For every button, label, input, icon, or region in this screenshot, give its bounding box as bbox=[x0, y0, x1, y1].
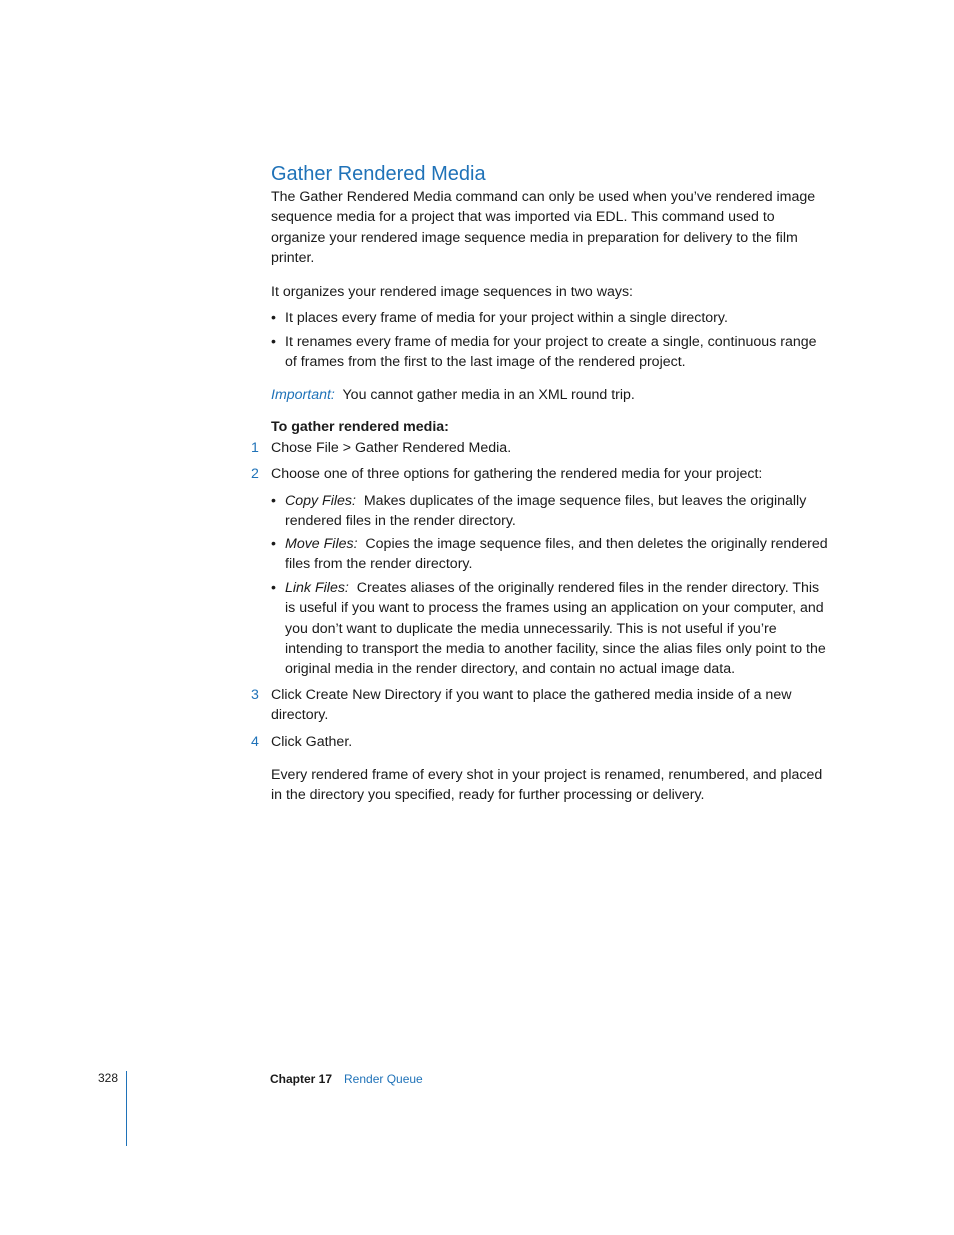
list-item-text: It places every frame of media for your project within a single directory. bbox=[285, 310, 728, 326]
option-item bbox=[271, 578, 831, 679]
section-heading: Gather Rendered Media bbox=[271, 163, 486, 185]
option-item bbox=[271, 534, 831, 575]
page-number: 328 bbox=[98, 1071, 119, 1085]
chapter-label: Chapter 17 bbox=[270, 1072, 333, 1086]
intro-paragraph: The Gather Rendered Media command can only be used when you’ve rendered image sequence media for a project that was imported via EDL. This command used to organize your rendered image sequence media in preparation for delivery to the film printer. bbox=[271, 189, 816, 266]
list-item bbox=[271, 332, 831, 373]
option-text: Makes duplicates of the image sequence files, but leaves the originally rendered files in the render directory. bbox=[285, 493, 807, 530]
important-label: Important: bbox=[271, 387, 335, 403]
step-number: 2 bbox=[251, 466, 259, 482]
step-number: 1 bbox=[251, 440, 259, 456]
step-text: Click Gather. bbox=[271, 734, 353, 750]
option-name: Copy Files: bbox=[285, 493, 356, 509]
bullet-marker: • bbox=[271, 310, 276, 326]
result-paragraph: Every rendered frame of every shot in your project is renamed, renumbered, and placed in the directory you specified, ready for further processing or delivery. bbox=[271, 767, 823, 804]
bullet-marker: • bbox=[271, 334, 276, 350]
chapter-title: Render Queue bbox=[344, 1072, 423, 1086]
list-item-text: It renames every frame of media for your project to create a single, continuous range of frames from the first to the last image of the rendered project. bbox=[285, 334, 817, 371]
step-number: 3 bbox=[251, 687, 259, 703]
procedure-title: To gather rendered media: bbox=[271, 419, 449, 435]
option-text: Creates aliases of the originally rendered files in the render directory. This is useful if you want to process the frames using an application on your computer, and you don’t want to duplicate the media unnecessarily. This is not useful if you’re intending to transport the media to another facility, since the alias files only point to the original media in the render directory, and contain no actual image data. bbox=[285, 580, 826, 678]
bullet-marker: • bbox=[271, 580, 276, 596]
bullet-marker: • bbox=[271, 493, 276, 509]
important-note bbox=[271, 385, 831, 405]
option-item bbox=[271, 491, 831, 532]
option-name: Link Files: bbox=[285, 580, 349, 596]
step-text: Click Create New Directory if you want to place the gathered media inside of a new directory. bbox=[271, 687, 792, 724]
option-text: Copies the image sequence files, and then deletes the originally rendered files from the render directory. bbox=[285, 536, 828, 573]
list-item bbox=[271, 308, 831, 328]
important-text: You cannot gather media in an XML round trip. bbox=[342, 387, 635, 403]
step-text: Chose File > Gather Rendered Media. bbox=[271, 440, 512, 456]
footer-divider bbox=[126, 1071, 127, 1146]
step-number: 4 bbox=[251, 734, 259, 750]
bullet-marker: • bbox=[271, 536, 276, 552]
step-text: Choose one of three options for gathering the rendered media for your project: bbox=[271, 466, 763, 482]
option-name: Move Files: bbox=[285, 536, 358, 552]
organizes-paragraph: It organizes your rendered image sequences in two ways: bbox=[271, 284, 633, 300]
